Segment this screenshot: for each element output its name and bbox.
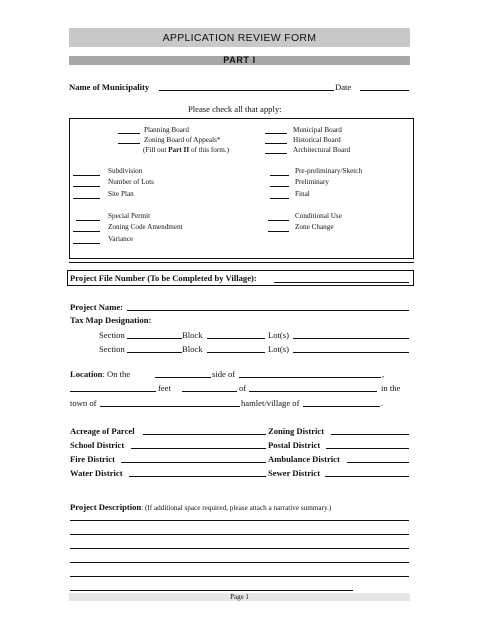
- description-line-5[interactable]: [70, 576, 409, 577]
- conditional-use-label: Conditional Use: [295, 212, 342, 220]
- form-title: APPLICATION REVIEW FORM: [69, 28, 410, 47]
- lots-field-1[interactable]: [293, 338, 409, 339]
- architectural-board-checkbox[interactable]: [265, 153, 287, 154]
- lots-label-2: Lot(s): [268, 344, 290, 354]
- section-label-2: Section: [99, 344, 125, 354]
- location-hamlet-field[interactable]: [303, 406, 380, 407]
- location-feet: feet: [158, 383, 171, 393]
- variance-label: Variance: [108, 235, 134, 243]
- location-hamlet: hamlet/village of: [241, 398, 300, 408]
- fire-district-label: Fire District: [70, 454, 115, 464]
- special-permit-label: Special Permit: [108, 212, 151, 220]
- location-line-1: Location: On the: [70, 369, 131, 379]
- project-file-field[interactable]: [274, 282, 409, 283]
- project-name-field[interactable]: [127, 310, 409, 311]
- pre-preliminary-label: Pre-preliminary/Sketch: [295, 167, 363, 175]
- lots-label-1: Lot(s): [268, 330, 290, 340]
- municipality-field[interactable]: [159, 90, 334, 91]
- sewer-district-label: Sewer District: [268, 468, 321, 478]
- location-direction-field[interactable]: [155, 377, 211, 378]
- section-field-2[interactable]: [127, 352, 182, 353]
- site-plan-checkbox[interactable]: [73, 198, 100, 199]
- location-road-field[interactable]: [239, 377, 381, 378]
- school-district-field[interactable]: [131, 448, 266, 449]
- location-crossroad-field[interactable]: [249, 391, 377, 392]
- section-divider: [69, 262, 414, 263]
- architectural-board-label: Architectural Board: [293, 146, 351, 154]
- location-side-of: side of: [212, 369, 236, 379]
- description-line-1[interactable]: [70, 520, 409, 521]
- check-instruction: Please check all that apply:: [188, 104, 282, 114]
- planning-board-checkbox[interactable]: [118, 133, 140, 134]
- postal-district-field[interactable]: [326, 448, 409, 449]
- block-label-2: Block: [182, 344, 203, 354]
- zoning-district-label: Zoning District: [268, 426, 325, 436]
- block-label-1: Block: [182, 330, 203, 340]
- zone-change-label: Zone Change: [295, 223, 334, 231]
- water-district-field[interactable]: [129, 476, 266, 477]
- zoning-code-amendment-checkbox[interactable]: [73, 231, 100, 232]
- location-town-of: town of: [70, 398, 97, 408]
- part-label: PART I: [69, 56, 410, 65]
- municipality-label: Name of Municipality: [69, 82, 150, 92]
- conditional-use-checkbox[interactable]: [268, 220, 289, 221]
- section-field-1[interactable]: [127, 338, 182, 339]
- project-file-label: Project File Number (To be Completed by Village):: [70, 273, 257, 283]
- project-name-label: Project Name:: [70, 302, 124, 312]
- description-line-3[interactable]: [70, 548, 409, 549]
- pre-preliminary-checkbox[interactable]: [270, 175, 289, 176]
- zone-change-checkbox[interactable]: [268, 231, 289, 232]
- zoning-board-checkbox[interactable]: [118, 143, 140, 144]
- water-district-label: Water District: [70, 468, 123, 478]
- ambulance-district-field[interactable]: [347, 462, 409, 463]
- location-town-field[interactable]: [100, 406, 240, 407]
- location-of: of: [239, 383, 247, 393]
- final-label: Final: [295, 190, 310, 198]
- section-label-1: Section: [99, 330, 125, 340]
- block-field-2[interactable]: [207, 352, 265, 353]
- school-district-label: School District: [70, 440, 125, 450]
- municipal-board-checkbox[interactable]: [265, 133, 287, 134]
- fire-district-field[interactable]: [121, 462, 266, 463]
- zoning-board-label: Zoning Board of Appeals*: [144, 136, 221, 144]
- subdivision-label: Subdivision: [108, 167, 143, 175]
- date-label: Date: [335, 82, 352, 92]
- final-checkbox[interactable]: [270, 198, 289, 199]
- lots-field-2[interactable]: [293, 352, 409, 353]
- sewer-district-field[interactable]: [325, 476, 409, 477]
- description-line-4[interactable]: [70, 562, 409, 563]
- number-of-lots-checkbox[interactable]: [73, 186, 100, 187]
- description-line-2[interactable]: [70, 534, 409, 535]
- location-compass-field[interactable]: [182, 391, 237, 392]
- postal-district-label: Postal District: [268, 440, 321, 450]
- site-plan-label: Site Plan: [108, 190, 134, 198]
- description-line-6[interactable]: [70, 590, 353, 591]
- location-period: .: [381, 398, 384, 408]
- historical-board-label: Historical Board: [293, 136, 341, 144]
- location-in-the: in the: [381, 383, 401, 393]
- historical-board-checkbox[interactable]: [265, 143, 287, 144]
- zoning-board-note: (Fill out Part II of this form.): [143, 146, 230, 154]
- project-description-heading: Project Description: (If additional space required, please attach a narrative summary.): [70, 502, 332, 512]
- location-comma: ,: [382, 369, 385, 379]
- date-field[interactable]: [360, 90, 409, 91]
- zoning-district-field[interactable]: [331, 434, 409, 435]
- tax-map-label: Tax Map Designation:: [70, 315, 152, 325]
- subdivision-checkbox[interactable]: [73, 175, 100, 176]
- acreage-label: Acreage of Parcel: [70, 426, 135, 436]
- planning-board-label: Planning Board: [144, 126, 189, 134]
- municipal-board-label: Municipal Board: [293, 126, 342, 134]
- block-field-1[interactable]: [207, 338, 265, 339]
- location-distance-field[interactable]: [70, 391, 156, 392]
- page-number: Page 1: [69, 593, 410, 601]
- special-permit-checkbox[interactable]: [76, 220, 100, 221]
- preliminary-label: Preliminary: [295, 178, 329, 186]
- ambulance-district-label: Ambulance District: [268, 454, 340, 464]
- acreage-field[interactable]: [143, 434, 266, 435]
- zoning-code-amendment-label: Zoning Code Amendment: [108, 223, 183, 231]
- number-of-lots-label: Number of Lots: [108, 178, 154, 186]
- variance-checkbox[interactable]: [73, 243, 100, 244]
- preliminary-checkbox[interactable]: [270, 186, 289, 187]
